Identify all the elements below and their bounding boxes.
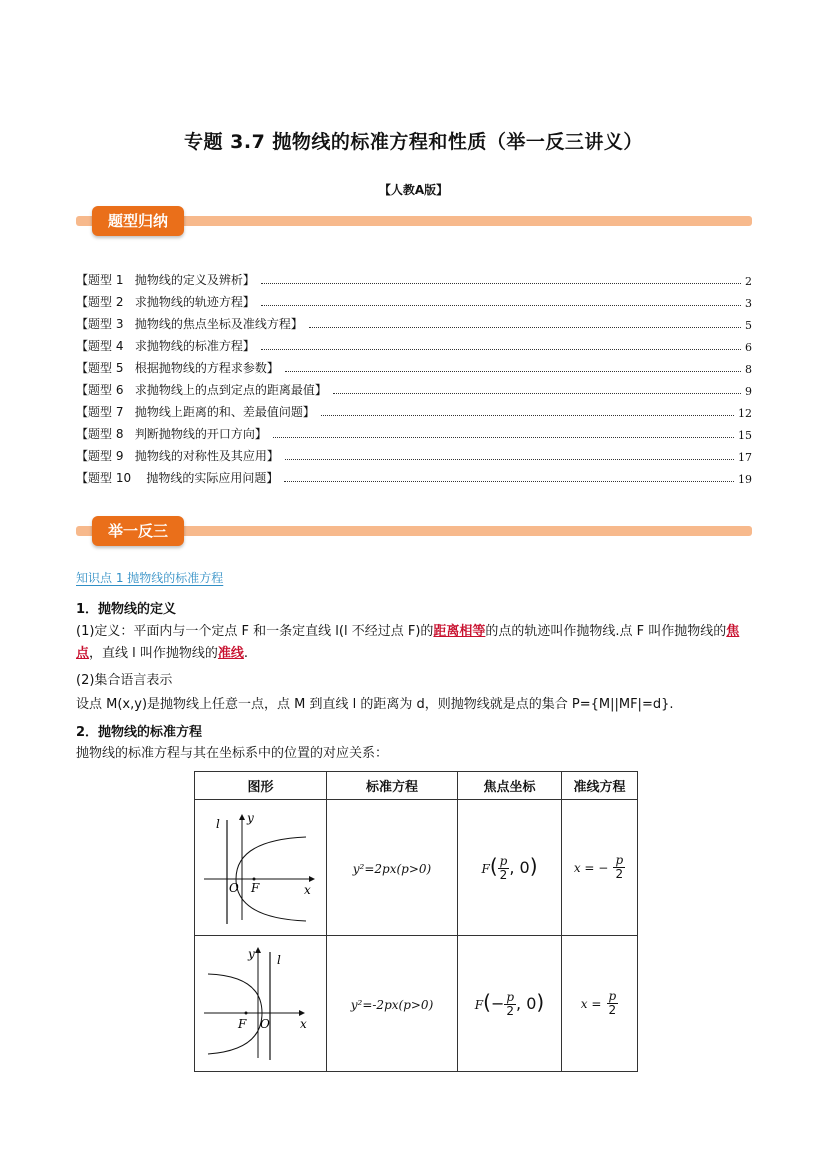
- header-focus: 焦点坐标: [458, 772, 562, 800]
- toc-item[interactable]: [76, 422, 752, 442]
- focus-prefix: F: [481, 861, 490, 876]
- directrix-fraction: $\frac{p}{2}$: [615, 853, 624, 881]
- graph-label-o: O: [260, 1017, 270, 1031]
- toc-dot-leader: [273, 437, 734, 438]
- set-title: (2)集合语言表示: [76, 673, 173, 688]
- heading-definition: 1．抛物线的定义: [76, 602, 177, 617]
- graph-label-l: l: [277, 953, 281, 967]
- directrix-cell: [562, 800, 638, 936]
- definition-text: .: [243, 646, 249, 661]
- page-title: 专题 3.7 抛物线的标准方程和性质（举一反三讲义）: [184, 131, 643, 153]
- header-directrix: 准线方程: [562, 772, 638, 800]
- toc-item-label: 【题型 6 求抛物线上的点到定点的距离最值】: [76, 383, 327, 397]
- toc-dot-leader: [309, 327, 741, 328]
- toc-page-number: 9: [745, 385, 752, 398]
- equation-cell: [327, 936, 458, 1072]
- toc-item-label: 【题型 5 根据抛物线的方程求参数】: [76, 361, 279, 375]
- toc-item-label: 【题型 1 抛物线的定义及辨析】: [76, 273, 255, 287]
- graph-label-l: l: [216, 817, 220, 831]
- highlight-equal-distance: 距离相等: [433, 624, 486, 639]
- toc-dot-leader: [261, 283, 741, 284]
- toc-page-number: 19: [738, 473, 752, 486]
- focus-cell: F(− $\frac{p}{2}$ , 0): [458, 936, 562, 1072]
- toc-item-label: 【题型 9 抛物线的对称性及其应用】: [76, 449, 279, 463]
- toc-page-number: 12: [738, 407, 752, 420]
- toc-item[interactable]: [76, 290, 752, 310]
- toc-dot-leader: [285, 371, 741, 372]
- graph-label-f: F: [238, 1017, 247, 1031]
- graph-label-f: F: [251, 881, 260, 895]
- toc-page-number: 15: [738, 429, 752, 442]
- definition-paragraph: [76, 621, 754, 665]
- graph-label-y: y: [247, 811, 254, 825]
- heading-standard-equation: 2．抛物线的标准方程: [76, 725, 203, 740]
- parabola-left-graph: [196, 936, 325, 1067]
- toc-dot-leader: [261, 305, 741, 306]
- focus-cell: F( $\frac{p}{2}$ , 0): [458, 800, 562, 936]
- summary-banner: 题型归纳: [92, 206, 184, 236]
- standard-equation: y²=2px(p>0): [352, 862, 432, 876]
- toc-dot-leader: [321, 415, 734, 416]
- graph-label-x: x: [304, 883, 311, 897]
- table-row: [195, 800, 638, 936]
- toc-item-label: 【题型 10 抛物线的实际应用问题】: [76, 471, 279, 485]
- focus-fraction: $\frac{p}{2}$: [506, 989, 515, 1018]
- toc-page-number: 6: [745, 341, 752, 354]
- toc-item-label: 【题型 2 求抛物线的轨迹方程】: [76, 295, 255, 309]
- directrix-prefix: x = −: [573, 861, 609, 875]
- toc-page-number: 3: [745, 297, 752, 310]
- definition-text: 的点的轨迹叫作抛物线.点 F 叫作抛物线的: [485, 624, 727, 639]
- equation-table: [194, 771, 638, 1072]
- header-equation: 标准方程: [327, 772, 458, 800]
- highlight-directrix: 准线: [217, 646, 244, 661]
- focus-sign: −: [490, 993, 505, 1013]
- toc-item[interactable]: [76, 268, 752, 288]
- toc-item-label: 【题型 8 判断抛物线的开口方向】: [76, 427, 267, 441]
- practice-banner: 举一反三: [92, 516, 184, 546]
- directrix-prefix: x =: [580, 997, 602, 1011]
- equation-cell: [327, 800, 458, 936]
- toc-item[interactable]: [76, 312, 752, 332]
- toc-dot-leader: [261, 349, 741, 350]
- definition-text: ，直线 l 叫作抛物线的: [89, 646, 218, 661]
- toc-item-label: 【题型 4 求抛物线的标准方程】: [76, 339, 255, 353]
- directrix-cell: [562, 936, 638, 1072]
- edition-label: 【人教A版】: [378, 183, 449, 197]
- toc-item[interactable]: [76, 378, 752, 398]
- standard-equation: y²=-2px(p>0): [350, 998, 434, 1012]
- toc-dot-leader: [285, 459, 734, 460]
- focus-prefix: F: [474, 997, 484, 1012]
- toc-page-number: 2: [745, 275, 752, 288]
- toc-item[interactable]: [76, 400, 752, 420]
- graph-label-y: y: [248, 947, 255, 961]
- parabola-right-graph: [196, 800, 325, 931]
- focus-tail: , 0: [516, 993, 537, 1013]
- toc-dot-leader: [333, 393, 741, 394]
- set-text: 设点 M(x,y)是抛物线上任意一点，点 M 到直线 l 的距离为 d，则抛物线就是点的集合 P={M||MF|=d}.: [76, 697, 674, 712]
- toc-page-number: 17: [738, 451, 752, 464]
- toc-dot-leader: [284, 481, 734, 482]
- toc-item-label: 【题型 7 抛物线上距离的和、差最值问题】: [76, 405, 315, 419]
- focus-fraction: $\frac{p}{2}$: [499, 853, 508, 882]
- definition-text: (1)定义：平面内与一个定点 F 和一条定直线 l(l 不经过点 F)的: [76, 624, 434, 639]
- toc-item[interactable]: [76, 444, 752, 464]
- focus-tail: , 0: [509, 857, 530, 877]
- graph-cell: [195, 936, 327, 1072]
- toc-item[interactable]: [76, 334, 752, 354]
- intro-text: 抛物线的标准方程与其在坐标系中的位置的对应关系：: [76, 746, 389, 761]
- graph-cell: [195, 800, 327, 936]
- knowledge-point-title: 知识点 1 抛物线的标准方程: [76, 571, 224, 585]
- toc-page-number: 5: [745, 319, 752, 332]
- toc-item[interactable]: [76, 356, 752, 376]
- directrix-fraction: $\frac{p}{2}$: [608, 989, 617, 1017]
- highlight-focus: 焦点: [76, 624, 740, 661]
- toc-page-number: 8: [745, 363, 752, 376]
- graph-label-o: O: [229, 881, 239, 895]
- toc-item-label: 【题型 3 抛物线的焦点坐标及准线方程】: [76, 317, 303, 331]
- toc-item[interactable]: [76, 466, 752, 486]
- table-row: [195, 936, 638, 1072]
- header-graph: 图形: [195, 772, 327, 800]
- graph-label-x: x: [300, 1017, 307, 1031]
